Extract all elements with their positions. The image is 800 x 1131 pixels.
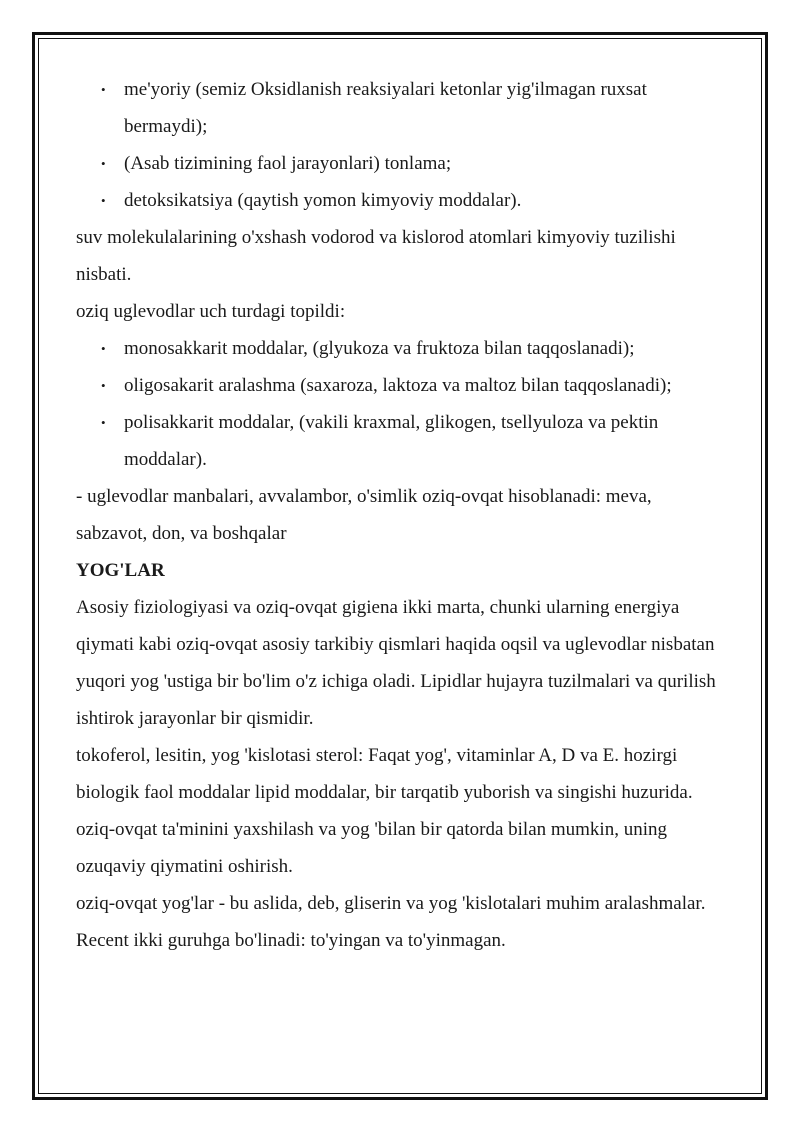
bullet-icon: • <box>101 156 106 171</box>
bullet-icon: • <box>101 378 106 393</box>
carbohydrate-types-list <box>76 330 726 478</box>
list-item <box>76 404 726 478</box>
list-item-text: oligosakarit aralashma (saxaroza, laktoza va maltoz bilan taqqoslanadi); <box>124 375 672 396</box>
list-item <box>76 367 726 404</box>
bullet-icon: • <box>101 193 106 208</box>
list-item-text: polisakkarit moddalar, (vakili kraxmal, glikogen, tsellyuloza va pektin moddalar). <box>124 412 659 470</box>
list-item-text: me'yoriy (semiz Oksidlanish reaksiyalari ketonlar yig'ilmagan ruxsat bermaydi); <box>124 79 647 137</box>
document-body <box>76 71 726 959</box>
list-item <box>76 145 726 182</box>
section-heading: YOG'LAR <box>76 560 165 581</box>
paragraph: oziq-ovqat yog'lar - bu aslida, deb, gliserin va yog 'kislotalari muhim aralashmalar. Recent ikki guruhga bo'linadi: to'yingan va to'yinmagan. <box>76 893 706 951</box>
bullet-icon: • <box>101 341 106 356</box>
bullet-icon: • <box>101 82 106 97</box>
list-item-text: (Asab tizimining faol jarayonlari) tonlama; <box>124 153 452 174</box>
list-item-text: detoksikatsiya (qaytish yomon kimyoviy moddalar). <box>124 190 522 211</box>
bullet-icon: • <box>101 415 106 430</box>
list-item <box>76 330 726 367</box>
list-item-text: monosakkarit moddalar, (glyukoza va fruktoza bilan taqqoslanadi); <box>124 338 635 359</box>
paragraph: - uglevodlar manbalari, avvalambor, o'simlik oziq-ovqat hisoblanadi: meva, sabzavot, don, va boshqalar <box>76 486 652 544</box>
paragraph: tokoferol, lesitin, yog 'kislotasi sterol: Faqat yog', vitaminlar A, D va E. hozirgi biologik faol moddalar lipid moddalar, bir tarqatib yuborish va singishi huzurida. oziq-ovqat ta'minini yaxshilash va yog 'bilan bir qatorda bilan mumkin, uning ozuqaviy qiymatini oshirish. <box>76 745 693 877</box>
list-item <box>76 71 726 145</box>
paragraph: Asosiy fiziologiyasi va oziq-ovqat gigiena ikki marta, chunki ularning energiya qiymati kabi oziq-ovqat asosiy tarkibiy qismlari haqida oqsil va uglevodlar nisbatan yuqori yog 'ustiga bir bo'lim o'z ichiga oladi. Lipidlar hujayra tuzilmalari va qurilish ishtirok jarayonlar bir qismidir. <box>76 597 716 729</box>
paragraph: oziq uglevodlar uch turdagi topildi: <box>76 301 346 322</box>
paragraph: suv molekulalarining o'xshash vodorod va kislorod atomlari kimyoviy tuzilishi nisbati. <box>76 227 676 285</box>
function-list <box>76 71 726 219</box>
list-item <box>76 182 726 219</box>
